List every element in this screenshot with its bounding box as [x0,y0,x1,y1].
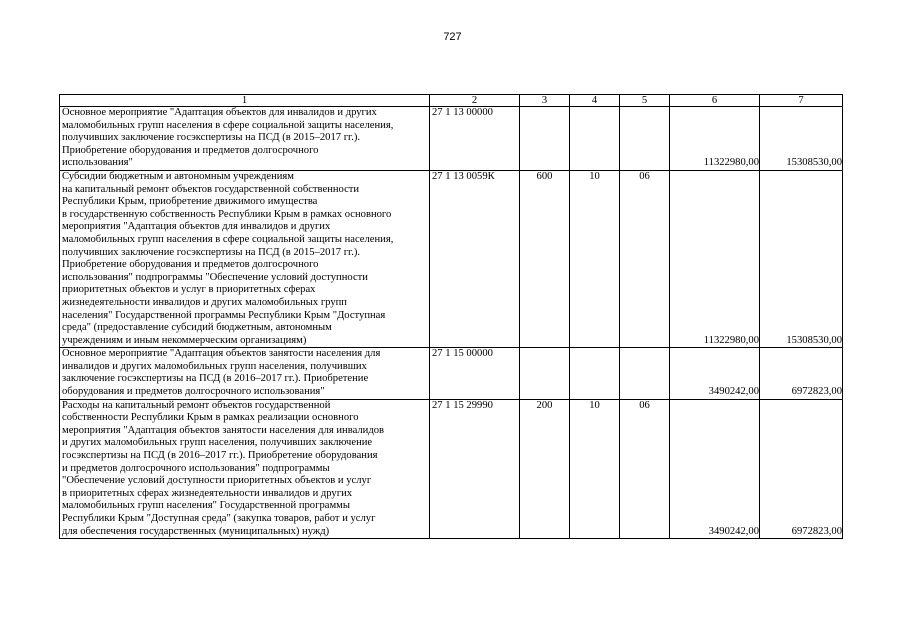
description-line: в государственную собственность Республики Крым в рамках основного [62,208,392,220]
description-line: получивших заключение госэкспертизы на ПСД (в 2015–2017 гг.). [62,246,361,258]
amount-year-2: 15308530,00 [760,107,843,171]
description-line: госэкспертизы на ПСД (в 2016–2017 гг.). Приобретение оборудования [62,450,378,462]
row-description [60,107,430,171]
section-code: 10 [570,170,620,347]
amount-year-2: 6972823,00 [760,348,843,399]
description-line: учреждениям и иным некоммерческим организациям) [62,334,307,346]
target-article-code: 27 1 15 00000 [430,348,520,399]
description-line: среда" (предоставление субсидий бюджетным, автономным [62,322,332,334]
table-body [60,107,843,539]
expense-type: 600 [520,170,570,347]
description-line: Расходы на капитальный ремонт объектов государственной [62,399,331,411]
description-line: и предметов долгосрочного использования" подпрограммы [62,462,330,474]
description-line: для обеспечения государственных (муниципальных) нужд) [62,525,330,537]
description-line: использования" подпрограммы "Обеспечение условий доступности [62,271,368,283]
description-line: Субсидии бюджетным и автономным учреждениям [62,170,295,182]
description-line: маломобильных групп населения в сфере социальной защиты населения, [62,233,394,245]
description-line: жизнедеятельности инвалидов и других маломобильных групп [62,296,347,308]
expense-type [520,348,570,399]
row-description [60,170,430,347]
description-line: в приоритетных сферах жизнедеятельности инвалидов и других [62,487,353,499]
description-line: Основное мероприятие "Адаптация объектов занятости населения для [62,348,381,360]
section-code [570,348,620,399]
description-line: Республики Крым "Доступная среда" (закупка товаров, работ и услуг [62,513,376,524]
row-description [60,399,430,539]
budget-table [59,94,843,539]
description-line: маломобильных групп населения" Государственной программы [62,500,350,512]
description-line: "Обеспечение условий доступности приоритетных объектов и услуг [62,475,372,487]
description-line: населения" Государственной программы Республики Крым "Доступная [62,309,386,321]
description-line: и других маломобильных групп населения, получивших заключение [62,437,373,449]
subsection-code: 06 [620,170,670,347]
description-line: Республики Крым, приобретение движимого имущества [62,196,318,208]
column-header-5: 5 [620,95,670,107]
description-line: использования" [62,157,133,169]
column-header-7: 7 [760,95,843,107]
amount-year-1: 11322980,00 [670,170,760,347]
table-row [60,399,843,539]
column-header-6: 6 [670,95,760,107]
section-code [570,107,620,171]
description-line: мероприятия "Адаптация объектов для инвалидов и других [62,221,331,233]
table-row [60,348,843,399]
section-code: 10 [570,399,620,539]
description-line: Приобретение оборудования и предметов долгосрочного [62,259,319,271]
expense-type [520,107,570,171]
subsection-code [620,107,670,171]
target-article-code: 27 1 13 00000 [430,107,520,171]
description-line: Основное мероприятие "Адаптация объектов для инвалидов и других [62,107,377,118]
table-row [60,107,843,171]
row-description [60,348,430,399]
table-header-row [60,95,843,107]
target-article-code: 27 1 15 29990 [430,399,520,539]
page-number: 727 [443,31,462,43]
description-line: инвалидов и других маломобильных групп населения, получивших [62,360,367,372]
description-line: приоритетных объектов и услуг в приоритетных сферах [62,284,316,296]
subsection-code: 06 [620,399,670,539]
column-header-2: 2 [430,95,520,107]
expense-type: 200 [520,399,570,539]
description-line: оборудования и предметов долгосрочного использования" [62,386,325,398]
column-header-1: 1 [60,95,430,107]
column-header-4: 4 [570,95,620,107]
amount-year-1: 3490242,00 [670,399,760,539]
description-line: заключение госэкспертизы на ПСД (в 2016–2017 гг.). Приобретение [62,373,369,385]
subsection-code [620,348,670,399]
description-line: маломобильных групп населения в сфере социальной защиты населения, [62,119,394,131]
description-line: собственности Республики Крым в рамках реализации основного [62,412,359,424]
amount-year-2: 6972823,00 [760,399,843,539]
amount-year-1: 11322980,00 [670,107,760,171]
table-row [60,170,843,347]
description-line: мероприятия "Адаптация объектов занятости населения для инвалидов [62,424,385,436]
target-article-code: 27 1 13 0059К [430,170,520,347]
amount-year-2: 15308530,00 [760,170,843,347]
description-line: Приобретение оборудования и предметов долгосрочного [62,144,319,156]
description-line: на капитальный ремонт объектов государственной собственности [62,183,360,195]
description-line: получивших заключение госэкспертизы на ПСД (в 2015–2017 гг.). [62,132,361,144]
amount-year-1: 3490242,00 [670,348,760,399]
column-header-3: 3 [520,95,570,107]
